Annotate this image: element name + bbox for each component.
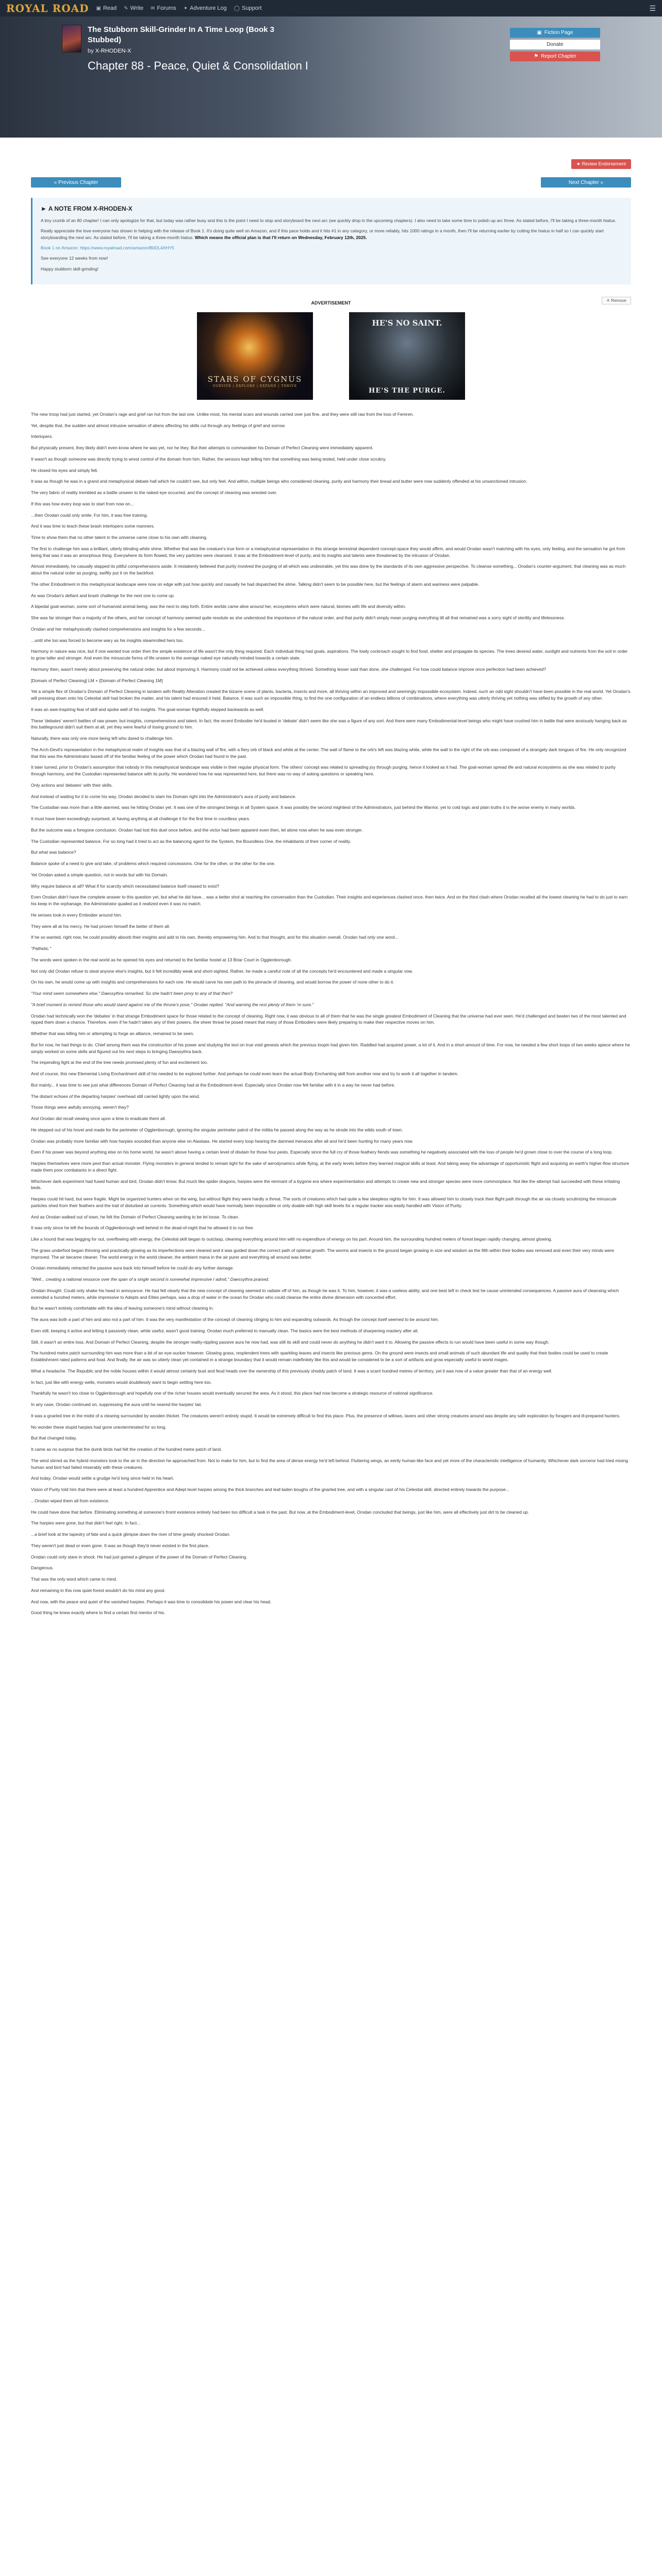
chapter-paragraph: What a headache. The Republic and the noble houses within it would almost certainly bust and feud heads over the ownership of this previously shoddy patch of land. It was a scant hundred metres of territory, yet it was now of a value greater than that of an energy well. bbox=[31, 1368, 553, 1374]
chapter-paragraph: A bipedal goat-woman, some sort of humanoid animal being, was the next to step forth. Entire worlds came alive around her, ecosystems which were natural, biomes with life and diversity within. bbox=[31, 604, 406, 609]
chapter-paragraph: No wonder these stupid harpies had gone unexterminated for so long. bbox=[31, 1424, 167, 1430]
author-note-p1 bbox=[41, 217, 623, 224]
chapter-paragraph: He could have done that before. Eliminating something at someone's fromt existence entirely had been too difficult a task in the past. But now, at the Embodiment-level, Orodan concluded that beings, just like him, were all effectively just dirt to be cleaned up. bbox=[31, 1509, 529, 1515]
chapter-paragraph: The very fabric of reality trembled as a battle unseen to the naked eye occurred, and the concept of cleaning was wrested over. bbox=[31, 490, 277, 496]
ad-right-top: HE'S NO SAINT. bbox=[372, 318, 442, 328]
chapter-content-wrap bbox=[0, 159, 662, 1616]
chapter-paragraph: They weren't just dead or even gone. It was as though they'd never existed in the first place. bbox=[31, 1543, 209, 1548]
chapter-paragraph: It was only since he left the bounds of Ogglenborough well behind in the dead-of-night that he allowed it to run free. bbox=[31, 1225, 254, 1231]
chapter-paragraph: On his own, he would come up with insights and comprehensions for each one. He would carve his own path to the pinnacle of cleaning, and would borrow the power of none other to do it. bbox=[31, 979, 394, 985]
chapter-paragraph: Only actions and 'debates' with their skills. bbox=[31, 782, 113, 788]
chapter-paragraph: Those things were awfully annoying, weren't they? bbox=[31, 1105, 129, 1110]
chapter-paragraph: And instead of waiting for it to come his way, Orodan decided to slam his Domain right into the Administrator's aura of purity and balance. bbox=[31, 793, 296, 799]
nav-write-label: Write bbox=[130, 5, 144, 11]
author-note-p2 bbox=[41, 228, 623, 241]
flag-icon: ⚑ bbox=[534, 54, 539, 59]
report-chapter-button[interactable] bbox=[510, 52, 600, 61]
author-note-p4: See everyone 12 weeks from now! bbox=[41, 256, 108, 261]
chapter-paragraph: The grass underfoot began thinning and practically glowing as its imperfections were cleaned and it was guided down the correct path of optimal growth. The worms and insects in the ground began growing in size and wisdom as the filth within their bodies was removed and even their very minds were improved. The air became cleaner. The world energy in the world cleaner, the ambient mana in the air purer and everything all around was better. bbox=[31, 1247, 614, 1260]
chapter-paragraph: He closed his eyes and simply felt. bbox=[31, 467, 98, 473]
lifebuoy-icon: ◯ bbox=[234, 5, 240, 11]
bullhorn-icon: ► bbox=[41, 205, 47, 212]
book-icon: ▣ bbox=[537, 30, 542, 36]
chapter-paragraph: If he so wanted, right now, he could possibly absorb their insights and add to his own, thereby empowering him. And to that thought, and for this situation overall, Orodan had only one word... bbox=[31, 935, 399, 940]
chapter-paragraph: The impending fight at the end of the tree needs promised plenty of fun and excitement too. bbox=[31, 1060, 208, 1065]
chapter-paragraph: The wind stirred as the hybrid monsters took to the air in the direction he approached from. Not to make for him, but to find the area of dense energy he'd left behind. Fluttering wings, an eerily human-like face and yet more of the characteristic intelligence of humanity. Whichever dark sorceror had tried mixing human and bird had failed miserably with these creatures. bbox=[31, 1458, 628, 1470]
ad-left-sub: SURVIVE | EXPLORE | EXPAND | THRIVE bbox=[212, 384, 297, 388]
chapter-paragraph: Not only did Orodan refuse to steal anyone else's insights, but it felt incredibly weak and short-sighted. Rather, he made a careful note of all the concepts he'd encountered and made a singular vow. bbox=[31, 968, 413, 974]
nav-forums-label: Forums bbox=[157, 5, 176, 11]
chapter-paragraph: But he wasn't entirely comfortable with the idea of leaving someone's mind without cleaning in. bbox=[31, 1306, 214, 1311]
nav-support[interactable] bbox=[234, 5, 262, 11]
close-icon: ✕ bbox=[606, 298, 610, 303]
chapter-paragraph: ...until she too was forced to become wary as his insights steamrolled hers too. bbox=[31, 637, 184, 643]
chapter-paragraph: Yet Orodan asked a simple question, not in words but with his Domain. bbox=[31, 872, 168, 877]
nav-forums[interactable] bbox=[151, 5, 176, 11]
chapter-paragraph: And remaining in this now quiet forest wouldn't do his mind any good. bbox=[31, 1587, 166, 1593]
chapter-paragraph: They were all at his mercy. He had proven himself the better of them all. bbox=[31, 923, 171, 929]
chapter-paragraph: "A brief moment to remind those who would stand against me of the throne's pose," Orodan replied. "And warning the rest plenty of them 'm sure." bbox=[31, 1002, 314, 1007]
donate-label: Donate bbox=[547, 42, 564, 47]
chapter-paragraph: But what was balance? bbox=[31, 850, 76, 855]
chapter-paragraph: But mainly... it was time to see just what differences Domain of Perfect Cleaning had at the Embodiment-level. Especially since Orodan now felt familiar with it in a way he never had before. bbox=[31, 1082, 395, 1088]
chapter-paragraph: Thankfully he wasn't too close to Ogglenborough and hopefully one of the richer houses would eventually secured the area. As it stood, this place had now become a strategic resource of national significance. bbox=[31, 1391, 434, 1396]
chapter-paragraph: "Well... creating a national resource over the span of a single second is somewhat impressive I admit," Daessythra praised. bbox=[31, 1277, 270, 1282]
advertisement bbox=[31, 298, 631, 400]
fiction-page-button[interactable] bbox=[510, 28, 600, 38]
fiction-title[interactable]: The Stubborn Skill-Grinder In A Time Loop (Book 3 Stubbed) bbox=[88, 25, 274, 44]
chapter-paragraph: The hundred metre patch surrounding him was more than a bit of an eye-sucker however. Glowing grass, resplendent trees with sparkling leaves and insects like precious gems. On the ground were insects and small animals of such abundant life and quality that their bodies could be used to create Establishment rated patterns and food. And finally, the air was so utterly clean yet contained in a strange boundary that it would remain indefinitely like this and would be considered to be a sort of artifacts and grow especially useful to world mages. bbox=[31, 1350, 608, 1363]
chapter-paragraph: In fact, just like with energy wells, monsters would doubtlessly want to begin settling here too. bbox=[31, 1379, 212, 1385]
chapter-paragraph: And now, with the peace and quiet of the vanished harpies. Perhaps it was time to consolidate his power and clear his head. bbox=[31, 1599, 272, 1604]
nav-support-label: Support bbox=[241, 5, 262, 11]
chapter-paragraph: It was an awe-inspiring feat of skill and spoke well of his insights. The goat-woman frightfully stepped backwards as well. bbox=[31, 706, 264, 712]
chapter-paragraph: Why require balance at all? What if for scarcity which necessitated balance itself ceased to exist? bbox=[31, 883, 220, 889]
amazon-link[interactable]: Book 1 on Amazon: https://www.royalroad.com/amazon/B0DL4XHY5 bbox=[41, 245, 174, 250]
chapter-paragraph: Orodan and her metaphysically clashed comprehensions and insights for a few seconds... bbox=[31, 626, 205, 632]
chapter-paragraph: Harpies could hit hard, but were fragile. Might be organized hunters when on the wing, but without flight they were hardly a threat. The sorts of creatures which had quite a few sleepless nights for him. It was allowed him to closely track their flight path through the air via closely scrutinizing the minuscule particles shed from their feathers and the trail of disturbed air currents. Something which would have normally been impossible or only doable with high skill levels for a regular tracker was easily handled with Vision of Purity. bbox=[31, 1196, 617, 1208]
chapter-paragraph: And as Orodan walked out of town, he felt the Domain of Perfect Cleaning wanting to be let loose. To clean. bbox=[31, 1214, 239, 1219]
author-note-p2-text: Really appreciate the love everyone has shown in helping with the release of Book 1. It's doing quite well on Amazon, and if this pace holds and it hits #1 in any category, or more reliably, hits 1000 ratings in a month, then I'll be returning earlier by cutting the hiatus in half so I can quickly start storyboarding the next arc. As stated before, I'll be taking a three-month hiatus. bbox=[41, 228, 604, 240]
nav-read-label: Read bbox=[103, 5, 117, 11]
fiction-cover-image[interactable] bbox=[62, 25, 81, 53]
author-note-title bbox=[41, 205, 623, 212]
author-note-p5: Happy stubborn skill-grinding! bbox=[41, 266, 98, 272]
author-link[interactable]: X-RHODEN-X bbox=[95, 48, 131, 54]
nav-read[interactable] bbox=[96, 5, 117, 11]
report-label: Report Chapter bbox=[541, 54, 576, 59]
chapter-paragraph: Orodan was probably more familiar with how harpies sounded than anyone else on Alastaas. He started every loop hearing the damned menaces after all and he'd been hunting for many years now. bbox=[31, 1138, 413, 1144]
chapter-paragraph: But that changed today. bbox=[31, 1435, 77, 1441]
chapter-paragraph: Still, it wasn't an entire loss. And Domain of Perfect Cleaning, despite the stronger reality-rippling passive aura he now had, was still its skill and could never do anything he didn't want it to. Allowing the passive effects to run would have been useful in some way though. bbox=[31, 1339, 550, 1345]
chapter-paragraph: These 'debates' weren't battles of raw power, but insights, comprehensions and talent. In fact, the recent Embodier he'd busted in 'debate' didn't seem like she was a figure of any sort. And there were many Embodimental-level beings who might have crushed him in battle that were anxiously hanging back as this battleground didn't suit them at all, yet they were fearful of losing ground to him. bbox=[31, 718, 627, 730]
chapter-paragraph: She was far stronger than a majority of the others, and her concept of harmony seemed quite resolute as she understood the importance of the natural order, and that purity didn't simply mean purging everything till all that remained was a sorry sight of sterility and lifelessness. bbox=[31, 615, 565, 621]
chapter-paragraph: In any case, Orodan continued on, suppressing the aura until he neared the harpies' lair. bbox=[31, 1402, 202, 1408]
chapter-paragraph: But physically present, they likely didn't even know where he was yet, nor he they. But their attempts to commandeer his Domain of Perfect Cleaning were immediately apparent. bbox=[31, 445, 374, 451]
chapter-paragraph: Balance spoke of a need to give and take, of problems which required concessions. One for the other, or the other for the one. bbox=[31, 861, 275, 867]
chapter-paragraph: The new troop had just started, yet Orodan's rage and grief ran hot from the last one. Unlike most, his mental scars and wounds carried over just fine, and they were still raw from the loss of Femren. bbox=[31, 411, 414, 417]
chapter-nav-top bbox=[31, 177, 631, 188]
chapter-paragraph: The harpies were gone, but that didn't feel right. In fact... bbox=[31, 1520, 141, 1526]
nav-adventure-log[interactable] bbox=[184, 5, 227, 11]
chapter-paragraph: It must have been exceedingly surprised, at having anything at all challenge it for the first time in countless years. bbox=[31, 816, 251, 822]
chapter-paragraph: And it was time to teach these brash interlopers some manners. bbox=[31, 523, 155, 529]
top-navbar bbox=[0, 0, 662, 16]
chapter-paragraph: But the outcome was a foregone conclusion. Orodan had lost this duel once before, and the victor had been apparent even then, let alone now when he was even stronger. bbox=[31, 827, 363, 833]
chapter-title: Chapter 88 - Peace, Quiet & Consolidation I bbox=[88, 59, 309, 72]
nav-adventure-log-label: Adventure Log bbox=[190, 5, 227, 11]
chapter-paragraph: Yet a simple flex of Orodan's Domain of Perfect Cleaning in tandem with Reality Alteration created the bizarre scene of plants, bacteria, insects and more, all thriving within an improved and seemingly impossible ecosystem. Indeed, such an odd sight shouldn't have been possible in the real world. Yet Orodan's will pressing down onto his Celestial skill had broken the matter, and his talent had ensured it held. Balance. It was such an impossible thing, to find the one configuration of an endless billions of combinations, where everything was utterly thriving yet nothing was stifled by the growth of any other. bbox=[31, 689, 631, 701]
review-label: Review Endorsement bbox=[582, 161, 626, 166]
chapter-paragraph: It was as though he was in a grand and metaphysical debate hall which he couldn't see, but only feel. And within, multiple beings who considered cleaning, purity and harmony their bread and butter were now suddenly offended at his unsanctioned intrusion. bbox=[31, 479, 527, 484]
chevron-left-icon: « bbox=[54, 179, 59, 185]
chapter-paragraph: Harpies themselves were more pest than actual monster. Flying monsters in general tended to remain light for the sake of aerodynamics while flying, at the early levels before they learned magical skills at least. And taking away the advantage of opportunistic flight and acquiring an earth's higher-flow structure made them poor combatants in a direct fight. bbox=[31, 1161, 630, 1173]
chapter-paragraph: The other Embodiment in this metaphysical landscape were now on edge with just how quickly and casually he had dispatched the slime. Talking didn't seem to be possible here, but the feelings of alarm and wariness were palpable. bbox=[31, 581, 479, 587]
remove-ad-label: Remove bbox=[611, 298, 626, 303]
ad-stars-of-cygnus[interactable] bbox=[197, 312, 313, 400]
chapter-paragraph: Orodan had technically won the 'debates' in that strange Embodiment space for those related to the concept of cleaning. Right now, it was obvious to all of them that he was the single greatest Embodiment of Cleaning that the universe had ever seen. He'd challenged and beaten two of the most talented and ripped them down a chance. Therefore, even if he hadn't taken any of their powers, the sheer threat he posed meant that many of those Embodiers were likely preparing to make their respective moves on him. bbox=[31, 1013, 626, 1025]
chat-icon: ✉ bbox=[151, 5, 155, 11]
chapter-paragraph: "Your mind seem somewhere else," Daessythra remarked. So she hadn't been privy to any of that then? bbox=[31, 991, 233, 996]
chapter-paragraph: The Custodian was more than a little alarmed, was he hitting Orodan yet. It was one of the strongest beings in all System space. It was possibly the second mightiest of the Administrators, just behind the Warrior, yet to cold logic and plain truths it is the worse enemy in many worlds. bbox=[31, 805, 576, 810]
previous-chapter-button[interactable] bbox=[31, 177, 121, 188]
chapter-paragraph: The Arch-Devil's representation in the metaphysical realm of insights was that of a blazing wall of fire, with a fiery orb of black and white at the center. The wall of flame to the orb's left was blazing white, while the wall to the right of the orb was composed of a strangely dark tongues of fire. He only recognized that this was the Administrator based off of the familiar feeling of the power which Orodan had found in the past. bbox=[31, 747, 626, 759]
chapter-paragraph: And today, Orodan would settle a grudge he'd long since held in his heart. bbox=[31, 1476, 174, 1481]
chapter-paragraph: Orodan thought. Could only shake his head in annoyance. He had felt clearly that the new concept of cleaning seemed to radiate off of him, as though he was it. To him, however, it was a useless ability, and one best left in check lest he cause unintended consequences. A passive aura of cleansing which extended a hundred meters, while impressive to Adepts and Elites perhaps, was a drop of water in the ocean for Orodan who could cleanse the entire divine dimension with concerted effort. bbox=[31, 1287, 619, 1300]
chapter-paragraph: Orodan immediately retracted the passive aura back into himself before he could do any further damage. bbox=[31, 1265, 234, 1271]
fiction-page-label: Fiction Page bbox=[544, 30, 573, 36]
fiction-header bbox=[0, 16, 662, 138]
previous-label: Previous Chapter bbox=[58, 179, 98, 185]
chapter-paragraph: If this was how every loop was to start from now on... bbox=[31, 501, 134, 506]
chapter-paragraph: It wasn't as though someone was directly trying to wrest control of the domain from him. Rather, the sensors kept telling him that something was being tested, held under close scrutiny. bbox=[31, 456, 387, 462]
chapter-paragraph: And Orodan did recall viewing once upon a time to eradicate them all. bbox=[31, 1116, 166, 1122]
donate-button[interactable] bbox=[510, 40, 600, 49]
chapter-paragraph: It later turned, prior to Orodan's assumption that nobody in this metaphysical landscape was visible in their regular physical form. The others' concept was related to spreading joy through purging, hence it looked as it had. The goat-woman spread life and natural ecosystems as she was related to purity through harmony, and the Custodian represented balance with its purity. He wondered how he was represented here, but there was no way of asking questions or speaking here. bbox=[31, 765, 616, 777]
chapter-paragraph: Vision of Purity told him that there were at least a hundred Apprentice and Adept level harpies among the thick branches and leaf-laden boughs of the gnarled tree, and with a singular cast of his Celestial skill, directed entirely towards the purpose... bbox=[31, 1487, 509, 1493]
chapter-paragraph: ...then Orodan could only smile. For him, it was free training. bbox=[31, 512, 148, 518]
chapter-paragraph: Interlopers. bbox=[31, 434, 53, 439]
author-note-p1-text: A tiny crumb of an 80 chapter! I can only apologize for that, but today was rather busy and this is the point I need to stop and storyboard the next arc (we quickly drop in the upcoming chapters). I also need to take some time to polish up arc three. As stated before, I'll be taking a three-month hiatus. bbox=[41, 218, 617, 223]
chapter-paragraph: The distant echoes of the departing harpies' overhead still carried lightly upon the wind. bbox=[31, 1093, 200, 1099]
chapter-paragraph: The Custodian represented balance. For so long had it tried to act as the balancing agent for the System, the Boundless One, the inhabitants of their corner of reality. bbox=[31, 838, 351, 844]
chapter-paragraph: Time to show them that no other talent in the universe came close to his own with cleaning. bbox=[31, 535, 208, 540]
chapter-paragraph: Naturally, there was only one more being left who dared to challenge him. bbox=[31, 736, 174, 741]
pencil-icon: ✎ bbox=[124, 5, 128, 11]
ad-hes-no-saint[interactable] bbox=[349, 312, 465, 400]
chapter-paragraph: ...a brief look at the tapestry of fate and a quick glimpse down the river of time greatly shocked Orodan. bbox=[31, 1532, 230, 1537]
review-endorsement-button[interactable] bbox=[571, 159, 631, 169]
ad-left-title: STARS OF CYGNUS bbox=[207, 374, 303, 384]
chapter-paragraph: He senses took in every Embodier around him. bbox=[31, 912, 122, 918]
chapter-paragraph: Even Orodan didn't have the complete answer to this question yet, but what he did have... was a better shot at reaching the conversation than the Custodian. Their insights and experiences clashed once, then twice. And on the third clash where Orodan recalled all the lowest cleaning he had to do just to earn his keep in the orphanage, the Administrator quailed as it realized even it was no match. bbox=[31, 894, 628, 907]
chapter-paragraph: Whichever dark experiment had fused human and bird, Orodan didn't know. But much like spider dragons, harpies were the remnant of a bygone era where experimentation and attempts to create new and stronger species were more commonplace. Not like the attempt had succeeded with these irritating beds. bbox=[31, 1178, 620, 1191]
ad-label: ADVERTISEMENT bbox=[311, 300, 351, 306]
next-label: Next Chapter bbox=[568, 179, 599, 185]
by-label: by bbox=[88, 48, 94, 54]
chapter-paragraph: Even if his power was beyond anything else on his home world, he wasn't above having a certain level of disdain for those four pests. Especially since the full cry of those feathery fiends was something he negatively associated with the loss of people he'd grown close to over the course of a long loop. bbox=[31, 1149, 613, 1155]
author-note-highlight: Which means the official plan is that I'll return on Wednesday, February 12th, 2025. bbox=[194, 234, 367, 240]
author-note bbox=[31, 198, 631, 284]
chapter-paragraph: But for now, he had things to do. Chief among them was the construction of his power and studying the text on true void genesis which the previous loopin had given him. Raddled had acquired power, a lot of it. And in a short amount of time. For now, he needed a few short loops of two weeks apiece where he simply worked on some skills and figured out his next steps to bringing Daessythra back. bbox=[31, 1042, 630, 1054]
book-icon: ▣ bbox=[96, 5, 101, 11]
chapter-paragraph: Even still, keeping it active and letting it passively clean, while useful, wasn't good training. Orodan much preferred to manually clean. The basics were the best methods of sharpening mastery after all. bbox=[31, 1328, 419, 1333]
chapter-paragraph: The words were spoken in the real world as he opened his eyes and returned to the familiar hostel at 13 Briar Court in Ogglenborough. bbox=[31, 957, 292, 962]
chapter-paragraph: That was the only word which came to mind. bbox=[31, 1577, 118, 1582]
chapter-paragraph: Orodan could only stare in shock. He had just gained a glimpse of the power of the Domain of Perfect Cleaning. bbox=[31, 1554, 247, 1560]
chapter-paragraph: And of course, this new Elemental Living Enchantment skill of his needed to be explored further. And perhaps he could even learn the actual Body Enchanting skill from another now and try to work it all together in tandem. bbox=[31, 1071, 459, 1077]
ad-right-bottom: HE'S THE PURGE. bbox=[369, 386, 445, 395]
star-icon: ★ bbox=[576, 161, 581, 166]
chapter-paragraph: Good thing he knew exactly where to find a certain first mentor of his. bbox=[31, 1610, 166, 1616]
chapter-paragraph: Like a hound that was begging for out, overflowing with energy, the Celestial skill began to outclasp, cleaning everything around him with no expenditure of energy on his part. Around him, the surrounding hundred meters of forest began rapidly changing, almost glowing. bbox=[31, 1236, 553, 1242]
chapter-paragraph: As was Orodan's defiant and brash challenge for the next one to come up. bbox=[31, 592, 175, 598]
chapter-paragraph: He stepped out of his hovel and made for the perimeter of Ogglenborough, ignoring the singular perimeter patrol of the militia he passed along the way as he strode into the wilds south of town. bbox=[31, 1127, 403, 1132]
chapter-paragraph: Harmony then, wasn't merely about preserving the natural order, but about improving it. Harmony could not be achieved unless everything thrived. Something lesser said than done, she challenged. For how could balance improve once perfection had been achieved? bbox=[31, 666, 547, 672]
chapter-paragraph: "Pathetic." bbox=[31, 946, 52, 952]
chapter-paragraph: Dangerous. bbox=[31, 1565, 54, 1571]
compass-icon: ✦ bbox=[183, 5, 188, 11]
chapter-paragraph: The first to challenge him was a brilliant, utterly blinding white shine. Whether that was the creature's true form or a metaphysical representation in this strange terrestrial dependent concept-space they would affirm, and would Orodan wasn't matching with his eyes, only feeling, and the sensation he got from being that was it was an amorphous thing. Everywhere its form flowed, the very particles were cleansed. It was at the Embodiment-level of purity, and its insights and talents were threatened by the intrusion of Orodan. bbox=[31, 546, 625, 558]
chapter-paragraph: The aura was both a part of him and also not a part of him. It was the very manifestation of the concept of cleaning clinging to him and expanding outwards. As though the concept itself seemed to be around him. bbox=[31, 1317, 439, 1323]
chapter-paragraph: Yet, despite that, the sudden and almost intrusive sensation of aliens affecting his skills cut through any feelings of grief and sorrow. bbox=[31, 422, 286, 428]
nav-write[interactable] bbox=[124, 5, 143, 11]
author-note-p3 bbox=[41, 245, 623, 251]
chapter-paragraph: ...Orodan wiped them all from existence. bbox=[31, 1498, 110, 1503]
chapter-paragraph: Almost immediately, he casually slapped its pitiful comprehensions aside. It mistakenly believed that purity involved the purging of all which was undesirable, yet this was done by the standards of its own aggressive perspective. To cleanse something... Orodan's counter-argument, that cleaning was as much about the natural order as purging, swiftly put it on the backfoot. bbox=[31, 564, 626, 576]
chapter-paragraph: It came as no surprise that the dumb birds had felt the creation of the hundred metre patch of land. bbox=[31, 1447, 222, 1452]
author-note-title-text: A NOTE FROM X-RHODEN-X bbox=[48, 205, 133, 212]
header-buttons bbox=[510, 28, 600, 61]
next-chapter-button[interactable] bbox=[541, 177, 631, 188]
remove-ad-button[interactable] bbox=[602, 297, 631, 304]
chevron-right-icon: » bbox=[599, 179, 604, 185]
chapter-paragraph: It was a gnarled tree in the midst of a clearing surrounded by wooden thicket. The creatures weren't entirely stupid. It would be extremely difficult to find this place. Plus, the presence of willows, lavers and other strong creatures around was despite any safe exploration by foragers and ill-prepared hunters. bbox=[31, 1413, 621, 1418]
chapter-paragraph: Harmony in nature was nice, but if one wanted true order then the simple existence of life wasn't the only thing required. Each individual thing had goals, aspirations. The lowly cockroach sought to find food, shelter and propagate its species. The trees desired water, sunlight and nutrients from the soil in order to grow taller and stronger. And even the minuscule forms of life unseen to the average naked eye naturally minded towards a certain state. bbox=[31, 649, 628, 661]
chapter-paragraph: [Domain of Perfect Cleaning] LM + [Domain of Perfect Cleaning 1M] bbox=[31, 677, 163, 683]
chapter-paragraph: Whether that was killing him or attempting to forge an alliance, remained to be seen. bbox=[31, 1031, 194, 1037]
site-logo[interactable]: ROYAL ROAD bbox=[6, 2, 89, 14]
hamburger-icon[interactable]: ☰ bbox=[649, 4, 656, 12]
chapter-body bbox=[31, 411, 631, 1616]
